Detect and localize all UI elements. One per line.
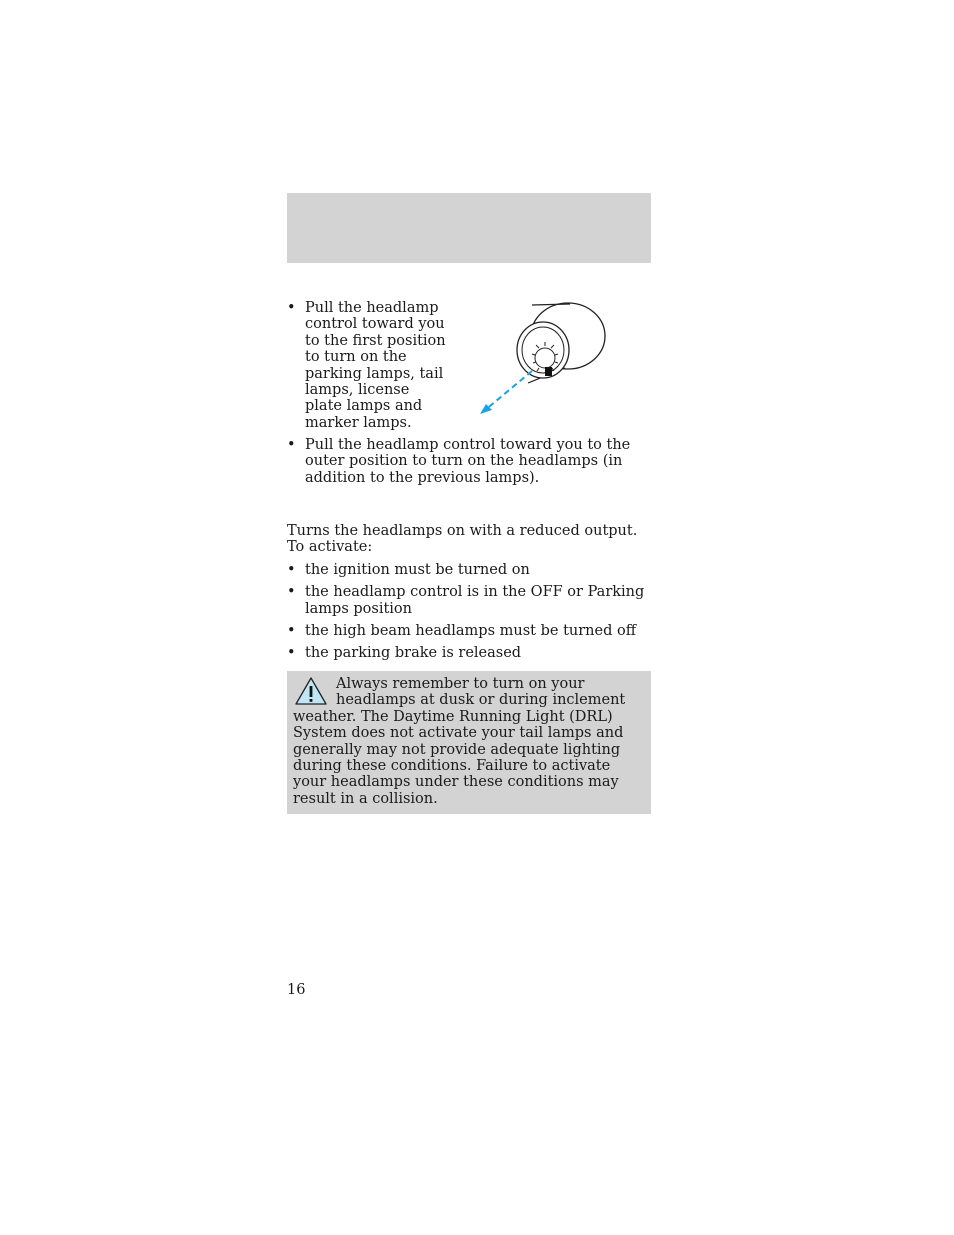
bullet-item-parking-lamps: [287, 300, 447, 431]
bullet-dot: •: [287, 300, 296, 316]
bullet-dot: •: [287, 437, 296, 453]
bullet-text: Pull the headlamp control toward you to the outer position to turn on the headlamps (in addition to the previous lamps).: [305, 437, 631, 486]
section-header-band: [287, 193, 651, 263]
bullet-dot: •: [287, 645, 296, 662]
list-item: [287, 623, 651, 639]
warning-text: Always remember to turn on your headlamps at dusk or during inclement weather. The Daytime Running Light (DRL) System does not activate your tail lamps and generally may not provide adequate lighting during these conditions. Failure to activate your headlamps under these conditions may result in a collision.: [293, 676, 626, 807]
condition-text: the high beam headlamps must be turned off: [305, 622, 637, 639]
drl-intro-paragraph: Turns the headlamps on with a reduced output. To activate:: [287, 523, 638, 556]
bullet-item-headlamps: [287, 437, 651, 486]
warning-box: [287, 671, 651, 814]
headlamp-control-knob-icon: [470, 298, 610, 418]
list-item: [287, 645, 651, 661]
bullet-text: Pull the headlamp control toward you to the first position to turn on the parking lamps, tail lamps, license plate lamps and marker lamps.: [305, 300, 446, 431]
bullet-dot: •: [287, 622, 296, 639]
list-item: [287, 562, 651, 578]
list-item: [287, 584, 651, 617]
condition-text: the headlamp control is in the OFF or Parking lamps position: [305, 584, 645, 617]
page-number: 16: [287, 982, 306, 998]
bullet-dot: •: [287, 584, 296, 601]
bullet-dot: •: [287, 562, 296, 578]
condition-text: the ignition must be turned on: [305, 562, 530, 578]
drl-conditions-list: [287, 562, 651, 667]
condition-text: the parking brake is released: [305, 645, 522, 662]
